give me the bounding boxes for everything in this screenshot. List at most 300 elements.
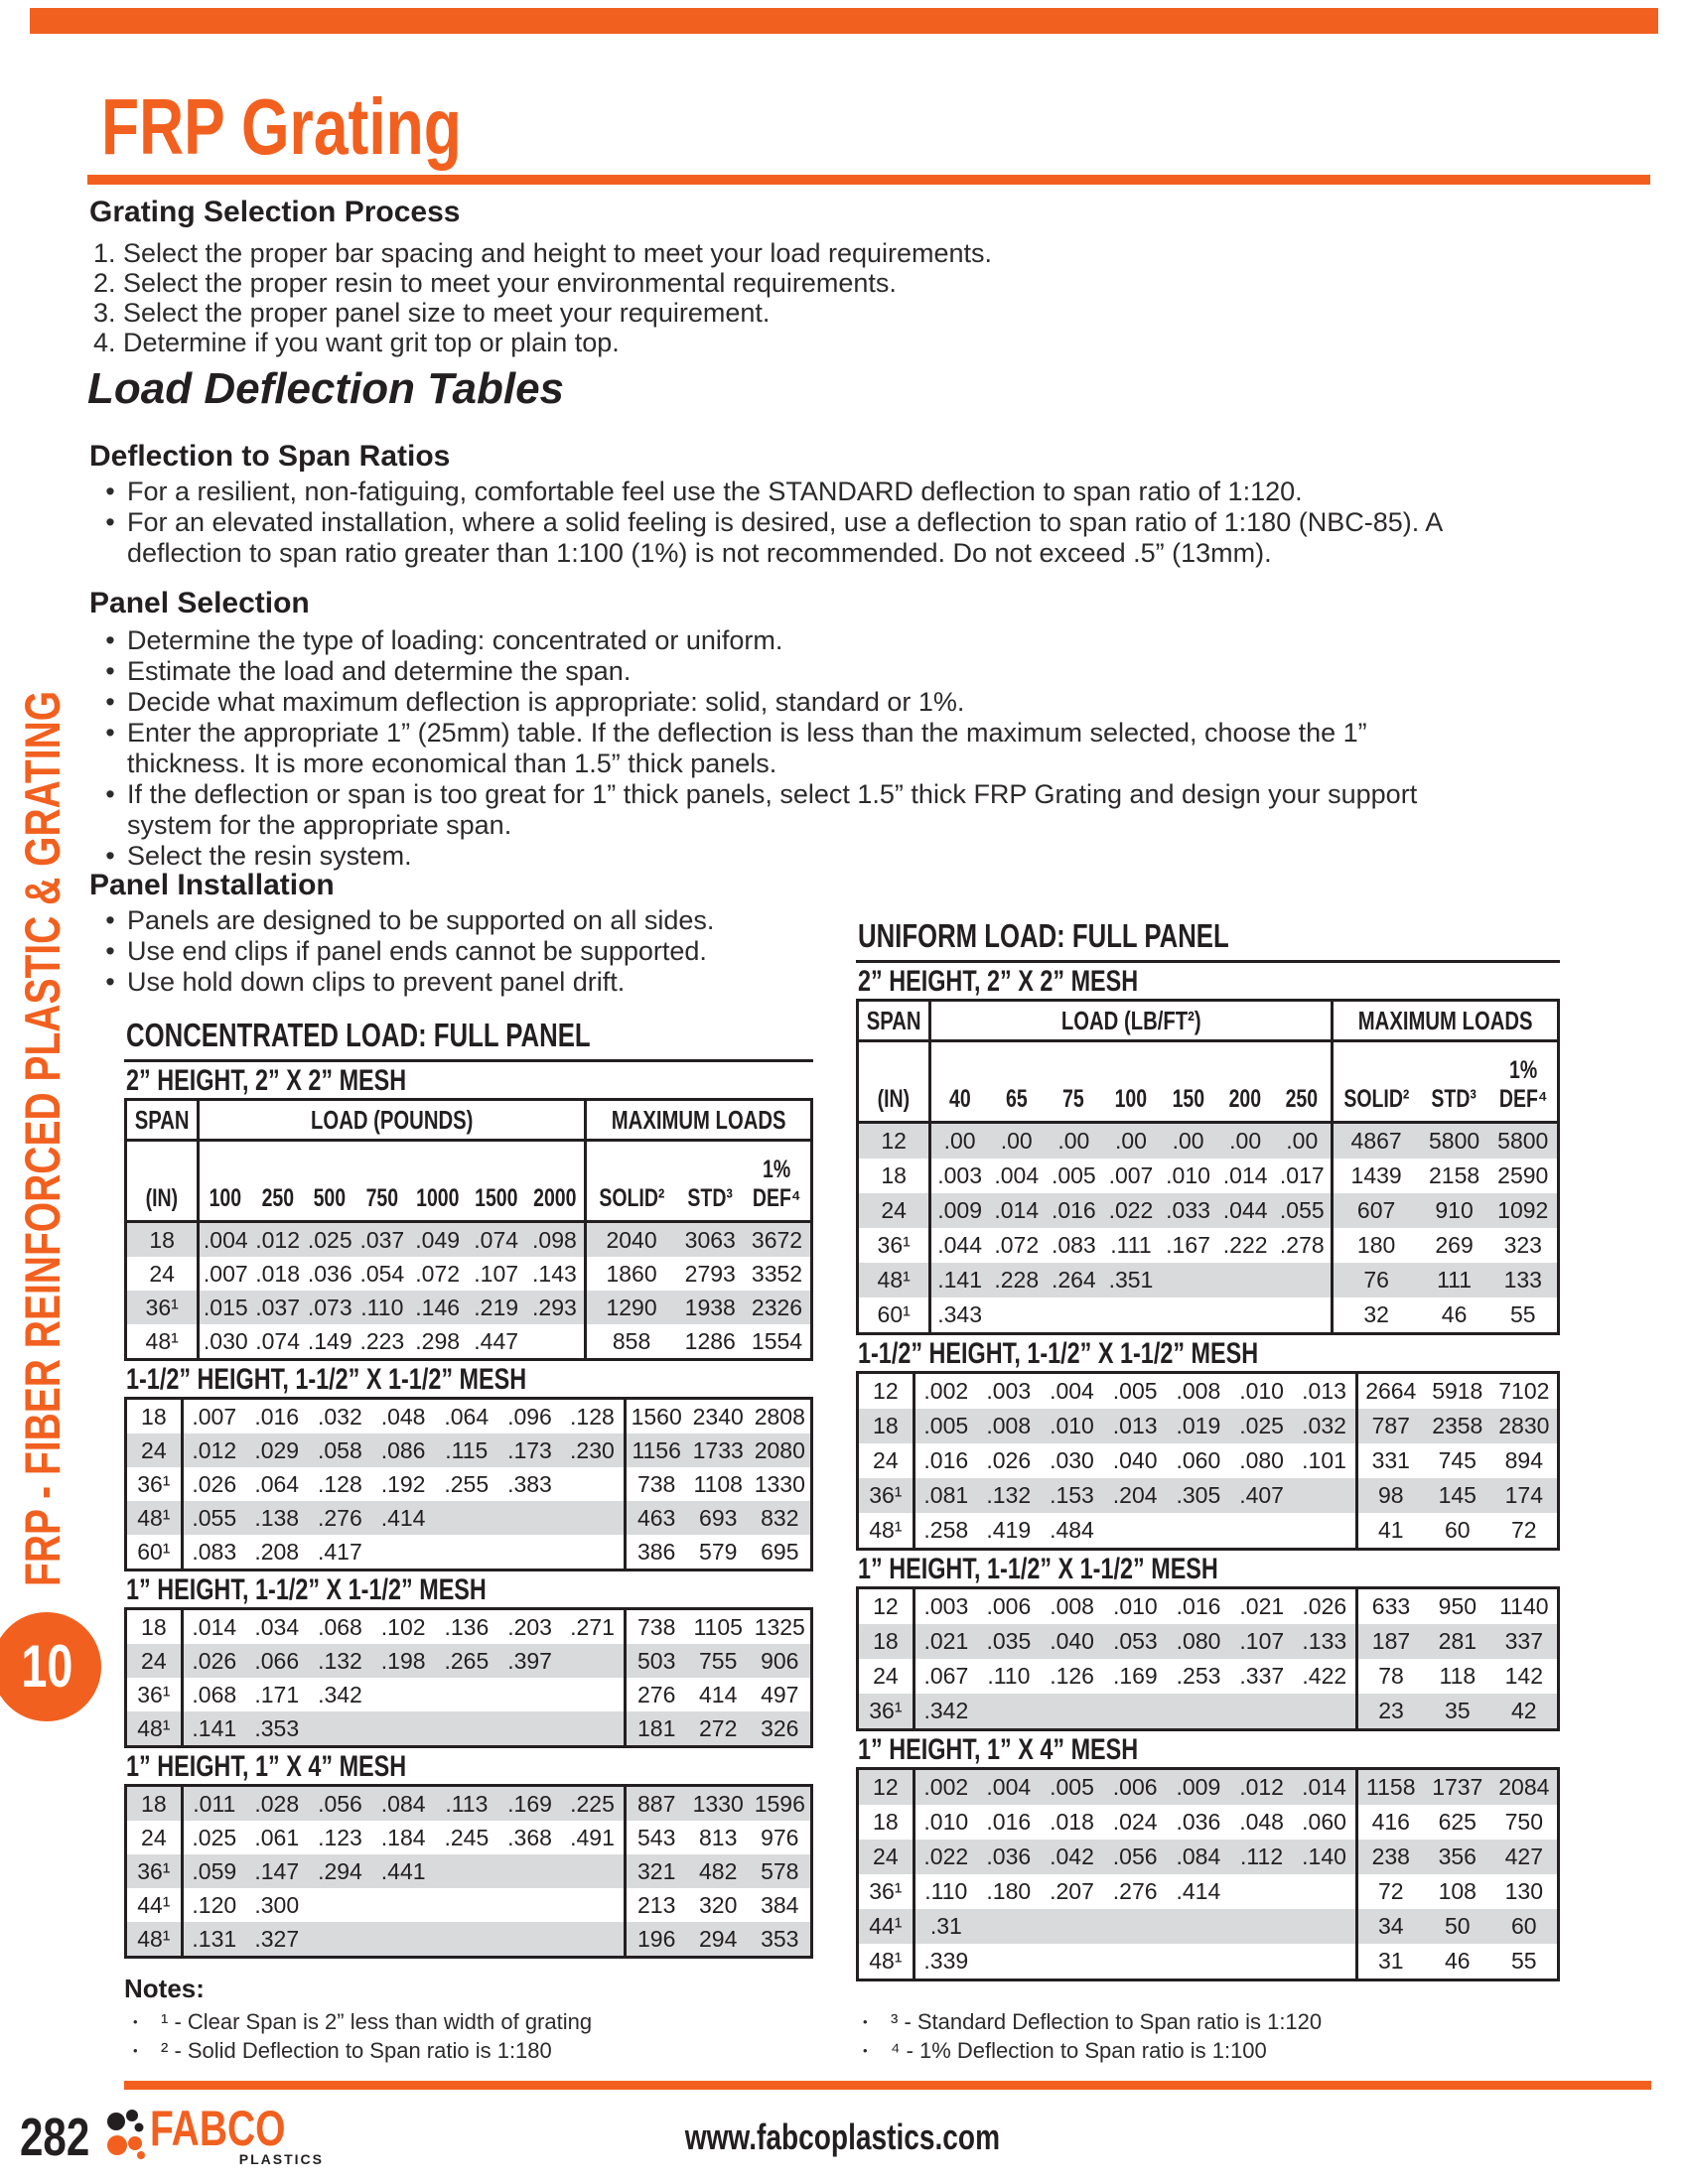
deflection-cell: .022 (914, 1840, 977, 1874)
span-cell: 36¹ (858, 1874, 914, 1909)
deflection-cell: .140 (1293, 1840, 1356, 1874)
max-load-cell: 1737 (1424, 1769, 1491, 1806)
span-cell: 36¹ (126, 1854, 183, 1888)
deflection-cell (1293, 1944, 1356, 1980)
max-load-cell: 181 (625, 1711, 687, 1747)
max-load-cell: 320 (698, 1891, 738, 1918)
deflection-ratios-bullets (93, 477, 1483, 569)
max-load-cell: 3352 (751, 1260, 803, 1287)
span-cell: 24 (126, 1433, 183, 1467)
deflection-cell: .014 (1222, 1162, 1268, 1188)
table-row (126, 1399, 812, 1434)
deflection-cell (309, 1711, 372, 1747)
deflection-cell: .146 (408, 1291, 467, 1324)
deflection-cell: .040 (1041, 1624, 1104, 1659)
table-header-row (858, 1001, 1559, 1041)
deflection-cell: .068 (192, 1681, 237, 1707)
deflection-cell: .068 (318, 1613, 362, 1640)
table-subheader-row (858, 1041, 1559, 1123)
deflection-cell (1293, 1874, 1356, 1909)
deflection-cell: .111 (1110, 1232, 1152, 1258)
span-cell: 18 (858, 1159, 930, 1193)
deflection-cell: .223 (359, 1327, 405, 1354)
max-load-cell: 633 (1371, 1593, 1411, 1619)
span-cell: 60¹ (858, 1297, 930, 1334)
max-load-cell: 1108 (693, 1470, 743, 1497)
table-header-row (126, 1100, 812, 1141)
span-cell: 18 (858, 1624, 914, 1659)
bullet-item: • If the deflection or span is too great for 1” thick panels, select 1.5” thick FRP Grating and design your support system for the appropriate span. (93, 779, 1483, 841)
deflection-cell (988, 1297, 1046, 1334)
table-row (858, 1123, 1559, 1160)
note-dot (859, 2007, 891, 2036)
deflection-cell: .276 (1112, 1878, 1158, 1904)
table-row (126, 1888, 812, 1922)
max-load-cell: 180 (1356, 1232, 1396, 1258)
span-cell: 24 (126, 1821, 183, 1854)
deflection-cell: .058 (309, 1433, 372, 1467)
max-load-cell: 1560 (631, 1403, 682, 1430)
panel-selection-bullets (93, 625, 1483, 872)
table-row (126, 1222, 812, 1258)
deflection-cell: .016 (923, 1447, 969, 1473)
deflection-cell: .171 (254, 1681, 300, 1707)
deflection-cell (1167, 1944, 1230, 1980)
deflection-cell: .016 (1046, 1193, 1103, 1228)
list-item: 1. Select the proper bar spacing and height to meet your load requirements. (93, 238, 993, 268)
table-subtitle: 1” HEIGHT, 1-1/2” X 1-1/2” MESH (858, 1553, 1218, 1585)
deflection-cell: .491 (561, 1821, 625, 1854)
table-row (126, 1854, 812, 1888)
concentrated-load-column (124, 1019, 813, 1961)
span-cell: 48¹ (126, 1711, 183, 1747)
deflection-cell: .447 (474, 1327, 519, 1354)
table-subtitle: 1-1/2” HEIGHT, 1-1/2” X 1-1/2” MESH (126, 1363, 527, 1396)
table-row (126, 1257, 812, 1291)
deflection-cell (1230, 1694, 1294, 1730)
max-load-cell: 543 (637, 1824, 676, 1850)
table-row (858, 1263, 1559, 1297)
table-row (858, 1694, 1559, 1730)
panel-installation-heading: Panel Installation (89, 869, 335, 901)
fabco-logo-icon (102, 2105, 148, 2168)
table-subtitle: 1” HEIGHT, 1” X 4” MESH (858, 1733, 1139, 1766)
table-subtitle: 2” HEIGHT, 2” X 2” MESH (858, 965, 1139, 998)
deflection-cell (1293, 1513, 1356, 1550)
deflection-cell (1103, 1513, 1167, 1550)
max-load-cell: 832 (750, 1501, 812, 1535)
bullet-dot (93, 718, 127, 779)
deflection-cell: .141 (930, 1263, 988, 1297)
deflection-cell: .180 (986, 1878, 1032, 1904)
deflection-cell (561, 1854, 625, 1888)
table-row (858, 1659, 1559, 1694)
span-cell: 36¹ (126, 1467, 183, 1501)
deflection-cell (1160, 1297, 1217, 1334)
max-load-cell: 625 (1438, 1809, 1477, 1835)
table-row (858, 1513, 1559, 1550)
deflection-cell: .00 (988, 1123, 1046, 1160)
deflection-cell: .110 (924, 1878, 968, 1904)
table-row (126, 1467, 812, 1501)
deflection-cell: .115 (435, 1433, 498, 1467)
deflection-cell: .008 (1050, 1593, 1094, 1619)
max-load-cell: 238 (1356, 1840, 1424, 1874)
deflection-cell: .419 (986, 1517, 1032, 1543)
deflection-cell: .030 (1050, 1447, 1094, 1473)
deflection-cell (498, 1922, 562, 1958)
header-cell: STD³ (1420, 1041, 1489, 1123)
deflection-cell: .024 (1112, 1809, 1158, 1835)
table-subheader-row (126, 1141, 812, 1222)
max-load-cell: 695 (761, 1538, 799, 1565)
max-load-cell: 813 (698, 1824, 738, 1850)
deflection-cell (1046, 1297, 1103, 1334)
max-load-cell: 331 (1371, 1447, 1410, 1473)
deflection-cell: .327 (245, 1922, 309, 1958)
span-cell: 24 (858, 1840, 914, 1874)
deflection-cell (1167, 1513, 1230, 1550)
deflection-cell: .030 (203, 1327, 248, 1354)
table-row (126, 1535, 812, 1570)
deflection-cell (498, 1535, 562, 1570)
load-table (856, 1767, 1560, 1981)
max-load-cell: 41 (1377, 1517, 1404, 1543)
deflection-cell: .133 (1294, 1624, 1357, 1659)
deflection-cell (435, 1711, 498, 1747)
max-load-cell: 745 (1438, 1447, 1477, 1473)
span-cell: 24 (858, 1659, 914, 1694)
deflection-cell: .484 (1050, 1517, 1094, 1543)
deflection-cell: .014 (192, 1613, 237, 1640)
deflection-cell: .067 (923, 1663, 969, 1689)
deflection-cell: .013 (1293, 1373, 1356, 1410)
span-cell: 36¹ (858, 1228, 930, 1263)
deflection-cell: .034 (254, 1613, 300, 1640)
deflection-cell: .066 (245, 1644, 309, 1678)
max-load-cell: 1140 (1499, 1593, 1549, 1619)
deflection-cell: .012 (182, 1433, 245, 1467)
header-cell: STD³ (677, 1141, 745, 1222)
deflection-cell: .009 (930, 1193, 988, 1228)
deflection-cell (435, 1535, 498, 1570)
deflection-cell: .255 (444, 1470, 490, 1497)
load-deflection-heading: Load Deflection Tables (87, 364, 565, 413)
deflection-cell (1216, 1263, 1274, 1297)
deflection-cell (1102, 1297, 1160, 1334)
bullet-dot (93, 687, 127, 718)
deflection-cell: .222 (1222, 1232, 1268, 1258)
list-item: 2. Select the proper resin to meet your environmental requirements. (93, 268, 897, 298)
max-load-cell: 60 (1491, 1909, 1559, 1944)
max-load-cell: 111 (1420, 1263, 1489, 1297)
bullet-item: • Determine the type of loading: concentrated or uniform. (93, 625, 1483, 656)
deflection-cell: .00 (1274, 1123, 1332, 1160)
header-cell: (IN) (126, 1141, 199, 1222)
deflection-cell: .003 (937, 1162, 982, 1188)
table-subtitle: 1” HEIGHT, 1-1/2” X 1-1/2” MESH (126, 1573, 487, 1606)
notes-left (129, 2007, 592, 2065)
span-cell: 18 (126, 1786, 183, 1822)
bullet-item: • For an elevated installation, where a solid feeling is desired, use a deflection to span ratio of 1:180 (NBC-85). A deflection to span ratio greater than 1:100 (1%) is not recommended. Do not exceed .5” (13mm). (93, 507, 1483, 569)
max-load-cell: 1290 (585, 1291, 676, 1324)
table-row (126, 1678, 812, 1711)
deflection-cell: .098 (525, 1222, 585, 1258)
deflection-cell: .337 (1239, 1663, 1285, 1689)
bullet-dot (93, 507, 127, 569)
deflection-cell: .054 (359, 1260, 405, 1287)
deflection-cell: .004 (1050, 1378, 1094, 1404)
deflection-cell: .018 (255, 1260, 300, 1287)
uniform-tables (856, 967, 1560, 1981)
deflection-cell (435, 1501, 498, 1535)
table-row (126, 1433, 812, 1467)
deflection-cell (1274, 1263, 1332, 1297)
header-cell: 40 (930, 1041, 988, 1123)
span-cell: 36¹ (126, 1678, 183, 1711)
deflection-cell: .153 (1041, 1478, 1104, 1513)
max-load-cell: 414 (698, 1681, 738, 1707)
max-load-cell: 1439 (1350, 1162, 1402, 1188)
span-cell: 12 (858, 1373, 914, 1410)
max-load-cell: 5800 (1420, 1123, 1489, 1160)
table-row (858, 1909, 1559, 1944)
header-cell: 1000 (408, 1141, 467, 1222)
max-load-cell: 738 (637, 1613, 676, 1640)
max-load-cell: 1092 (1489, 1193, 1559, 1228)
deflection-cell: .141 (182, 1711, 245, 1747)
header-cell: 100 (1102, 1041, 1160, 1123)
table-row (858, 1443, 1559, 1478)
max-load-cell: 31 (1377, 1948, 1404, 1974)
max-load-cell: 1105 (693, 1613, 743, 1640)
deflection-cell (561, 1922, 625, 1958)
deflection-cell (309, 1888, 372, 1922)
deflection-cell: .126 (1050, 1663, 1094, 1689)
concentrated-table-title: CONCENTRATED LOAD: FULL PANEL (124, 1019, 813, 1062)
deflection-cell: .107 (474, 1260, 519, 1287)
deflection-cell: .021 (914, 1624, 977, 1659)
table-subtitle: 1-1/2” HEIGHT, 1-1/2” X 1-1/2” MESH (858, 1337, 1259, 1370)
bullet-item: • Panels are designed to be supported on all sides. (93, 905, 788, 936)
deflection-cell: .169 (1112, 1663, 1158, 1689)
deflection-ratios-heading: Deflection to Span Ratios (89, 440, 451, 473)
deflection-cell: .080 (1239, 1447, 1284, 1473)
table-row (858, 1624, 1559, 1659)
deflection-cell: .383 (507, 1470, 552, 1497)
deflection-cell: .110 (987, 1663, 1031, 1689)
table-subtitle: 1” HEIGHT, 1” X 4” MESH (126, 1750, 407, 1783)
deflection-cell: .00 (1160, 1123, 1217, 1160)
deflection-cell: .101 (1293, 1443, 1356, 1478)
max-load-cell: 5800 (1489, 1123, 1559, 1160)
table-row (858, 1297, 1559, 1334)
deflection-cell: .169 (498, 1786, 562, 1822)
span-cell: 18 (126, 1222, 199, 1258)
max-load-cell: 76 (1332, 1263, 1420, 1297)
max-load-cell: 2084 (1491, 1769, 1559, 1806)
max-load-cell: 32 (1363, 1301, 1389, 1327)
deflection-cell: .055 (182, 1501, 245, 1535)
deflection-cell: .033 (1160, 1193, 1217, 1228)
deflection-cell (371, 1922, 435, 1958)
deflection-cell: .056 (309, 1786, 372, 1822)
header-cell: 250 (1274, 1041, 1332, 1123)
max-load-cell: 497 (761, 1681, 799, 1707)
max-load-cell: 356 (1424, 1840, 1491, 1874)
deflection-cell (1216, 1297, 1274, 1334)
header-cell: 250 (251, 1141, 304, 1222)
table-row (126, 1922, 812, 1958)
span-cell: 44¹ (126, 1888, 183, 1922)
deflection-cell: .147 (245, 1854, 309, 1888)
header-cell: LOAD (POUNDS) (199, 1100, 585, 1141)
table-row (858, 1159, 1559, 1193)
concentrated-tables (124, 1066, 813, 1959)
section-tab-badge (0, 1612, 101, 1721)
max-load-cell: 281 (1424, 1624, 1491, 1659)
max-load-cell: 976 (761, 1824, 799, 1850)
table-row (126, 1501, 812, 1535)
deflection-cell: .016 (1176, 1593, 1221, 1619)
max-load-cell: 427 (1491, 1840, 1559, 1874)
span-cell: 36¹ (858, 1694, 914, 1730)
deflection-cell (1167, 1694, 1230, 1730)
table-row (126, 1786, 812, 1822)
deflection-cell (1041, 1944, 1104, 1980)
max-load-cell: 118 (1439, 1663, 1477, 1689)
header-cell: 1% DEF⁴ (744, 1141, 812, 1222)
deflection-cell: .005 (1112, 1378, 1158, 1404)
deflection-cell: .368 (507, 1824, 552, 1850)
grating-selection-list (93, 238, 1483, 357)
max-load-cell: 50 (1424, 1909, 1491, 1944)
max-load-cell: 130 (1504, 1878, 1543, 1904)
deflection-cell: .010 (1239, 1378, 1284, 1404)
max-load-cell: 1733 (687, 1433, 750, 1467)
table-row (126, 1644, 812, 1678)
deflection-cell: .029 (245, 1433, 309, 1467)
header-cell: 1% DEF⁴ (1489, 1041, 1559, 1123)
deflection-cell: .037 (356, 1222, 409, 1258)
max-load-cell: 72 (1511, 1517, 1537, 1543)
max-load-cell: 294 (687, 1922, 750, 1958)
max-load-cell: 326 (750, 1711, 812, 1747)
notes-right (859, 2007, 1322, 2065)
max-load-cell: 1596 (750, 1786, 812, 1822)
deflection-cell: .245 (444, 1824, 490, 1850)
deflection-cell: .074 (467, 1222, 525, 1258)
max-load-cell: 463 (625, 1501, 687, 1535)
deflection-cell (1230, 1874, 1294, 1909)
max-load-cell: 196 (625, 1922, 687, 1958)
deflection-cell: .417 (318, 1538, 362, 1565)
deflection-cell: .074 (255, 1327, 300, 1354)
deflection-cell: .007 (192, 1403, 237, 1430)
deflection-cell: .005 (1051, 1162, 1096, 1188)
load-table (856, 1371, 1560, 1551)
bullet-item: • Select the resin system. (93, 841, 1483, 872)
deflection-cell: .012 (251, 1222, 304, 1258)
deflection-cell: .083 (192, 1538, 237, 1565)
deflection-cell (371, 1678, 435, 1711)
max-load-cell: 60 (1444, 1517, 1471, 1543)
bullet-dot (93, 477, 127, 507)
deflection-cell (1230, 1944, 1294, 1980)
deflection-cell: .004 (994, 1162, 1040, 1188)
deflection-cell: .010 (1112, 1593, 1158, 1619)
deflection-cell: .010 (1166, 1162, 1210, 1188)
deflection-cell: .120 (192, 1891, 237, 1918)
deflection-cell (561, 1678, 625, 1711)
deflection-cell (435, 1854, 498, 1888)
deflection-cell: .271 (561, 1609, 625, 1645)
deflection-cell: .203 (507, 1613, 552, 1640)
deflection-cell (561, 1644, 625, 1678)
deflection-cell (561, 1535, 625, 1570)
header-cell: 2000 (525, 1141, 585, 1222)
deflection-cell: .013 (1103, 1409, 1167, 1443)
deflection-cell: .107 (1230, 1624, 1294, 1659)
deflection-cell: .011 (182, 1786, 245, 1822)
list-item: 4. Determine if you want grit top or plain top. (93, 328, 620, 357)
deflection-cell: .035 (977, 1624, 1041, 1659)
max-load-cell: 906 (750, 1644, 812, 1678)
deflection-cell: .081 (914, 1478, 977, 1513)
deflection-cell: .059 (182, 1854, 245, 1888)
bullet-dot (93, 967, 127, 998)
table-row (126, 1821, 812, 1854)
max-load-cell: 2158 (1429, 1162, 1480, 1188)
max-load-cell: 2808 (754, 1403, 805, 1430)
deflection-cell: .060 (1176, 1447, 1221, 1473)
max-load-cell: 1938 (677, 1291, 745, 1324)
deflection-cell (561, 1467, 625, 1501)
deflection-cell: .048 (380, 1403, 426, 1430)
max-load-cell: 2040 (585, 1222, 676, 1258)
header-cell: MAXIMUM LOADS (585, 1100, 811, 1141)
deflection-cell: .228 (988, 1263, 1046, 1297)
deflection-cell: .342 (318, 1681, 362, 1707)
deflection-cell: .207 (1050, 1878, 1094, 1904)
bullet-dot (93, 625, 127, 656)
max-load-cell: 72 (1377, 1878, 1404, 1904)
deflection-cell (371, 1711, 435, 1747)
note-item: • ² - Solid Deflection to Span ratio is 1:180 (129, 2036, 592, 2065)
max-load-cell: 187 (1356, 1624, 1424, 1659)
deflection-cell: .003 (923, 1593, 969, 1619)
header-cell: SOLID² (585, 1141, 676, 1222)
max-load-cell: 98 (1356, 1478, 1424, 1513)
max-load-cell: 2080 (750, 1433, 812, 1467)
deflection-cell: .293 (525, 1291, 585, 1324)
deflection-cell (371, 1535, 435, 1570)
header-cell: 200 (1216, 1041, 1274, 1123)
deflection-cell: .414 (1176, 1878, 1221, 1904)
deflection-cell (435, 1888, 498, 1922)
top-accent-bar (30, 8, 1658, 34)
deflection-cell: .005 (914, 1409, 977, 1443)
max-load-cell: 386 (636, 1538, 676, 1565)
deflection-cell: .072 (415, 1260, 461, 1287)
deflection-cell: .064 (254, 1470, 300, 1497)
max-load-cell: 5918 (1432, 1378, 1483, 1404)
footer-accent-bar (124, 2081, 1651, 2090)
bullet-dot (93, 841, 127, 872)
deflection-cell (498, 1888, 562, 1922)
deflection-cell: .276 (309, 1501, 372, 1535)
deflection-cell (525, 1324, 585, 1360)
